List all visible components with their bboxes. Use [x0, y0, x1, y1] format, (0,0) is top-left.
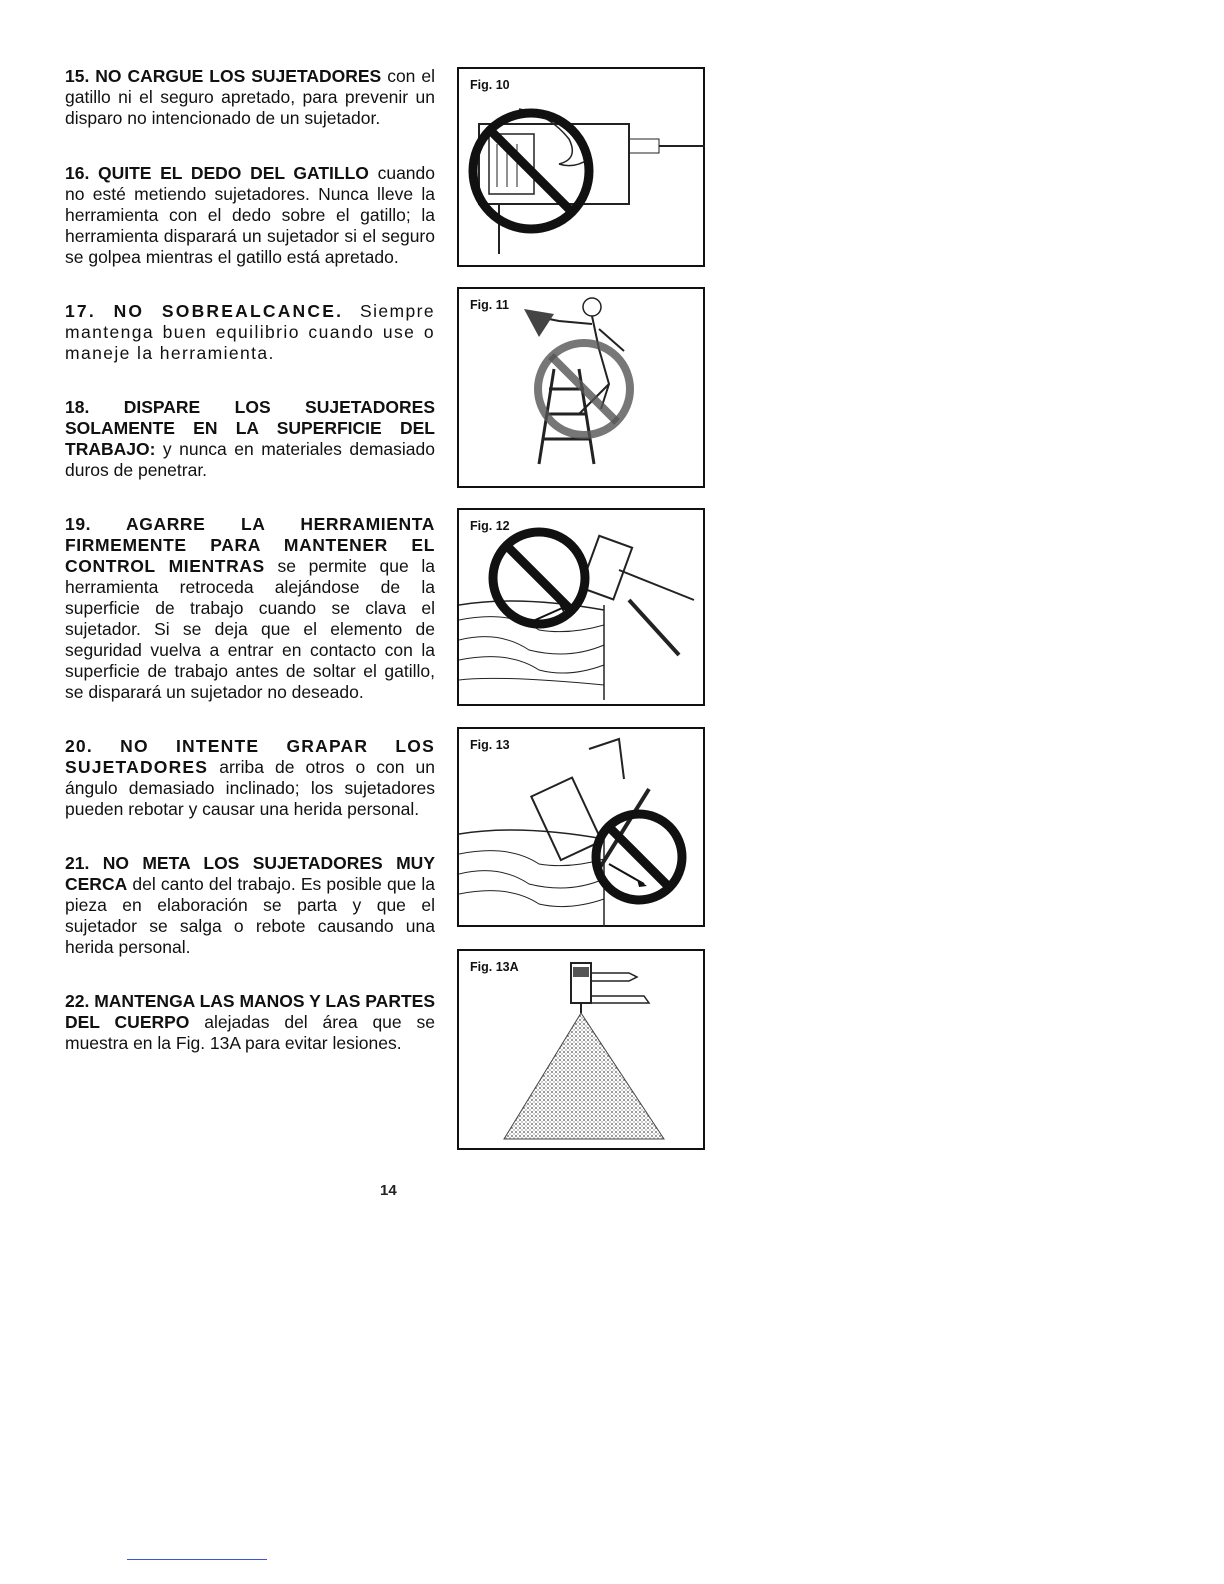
- figure-11: [457, 287, 705, 488]
- instruction-text: y nunca en materiales demasiado duros de penetrar.: [65, 439, 435, 480]
- figure-label: Fig. 10: [470, 78, 510, 92]
- instruction-15: [65, 66, 435, 129]
- instruction-text: se permite que la herramienta retroceda alejándose de la superficie de trabajo cuando se clava el sujetador. Si se deja que el elemento de seguridad vuelva a entrar en contacto con la superficie de trabajo antes de soltar el gatillo, se disparará un sujetador no deseado.: [65, 556, 435, 702]
- instruction-21: [65, 853, 435, 958]
- figure-10: [457, 67, 705, 267]
- instruction-18: [65, 397, 435, 481]
- figure-12: [457, 508, 705, 706]
- figure-label: Fig. 12: [470, 519, 510, 533]
- instruction-lead: 18. DISPARE LOS SUJETADORES SOLAMENTE EN LA SUPERFICIE DEL TRABAJO:: [65, 397, 435, 459]
- figure-13a: [457, 949, 705, 1150]
- instruction-19: [65, 514, 435, 703]
- nailer-trigger-illustration: [459, 69, 707, 269]
- overreach-ladder-illustration: [459, 289, 707, 490]
- instruction-lead: 16. QUITE EL DEDO DEL GATILLO: [65, 163, 369, 183]
- instruction-lead: 22. MANTENGA LAS MANOS Y LAS PARTES DEL CUERPO: [65, 991, 435, 1032]
- instruction-lead: 21. NO META LOS SUJETADORES MUY CERCA: [65, 853, 435, 894]
- instruction-20: [65, 736, 435, 820]
- instruction-text: del canto del trabajo. Es posible que la pieza en elaboración se parta y que el sujetador se salga o rebote causando una herida personal.: [65, 874, 435, 957]
- instruction-22: [65, 991, 435, 1054]
- instruction-text: alejadas del área que se muestra en la Fig. 13A para evitar lesiones.: [65, 1012, 435, 1053]
- instruction-lead: 20. NO INTENTE GRAPAR LOS SUJETADORES: [65, 736, 435, 777]
- instruction-17: [65, 301, 435, 364]
- recoil-workpiece-illustration: [459, 510, 707, 708]
- figure-label: Fig. 11: [470, 298, 509, 312]
- instruction-text: Siempre mantenga buen equilibrio cuando use o maneje la herramienta.: [65, 301, 435, 363]
- instruction-text: cuando no esté metiendo sujetadores. Nunca lleve la herramienta con el dedo sobre el gatillo; la herramienta disparará un sujetador si el seguro se golpea mientras el gatillo está apretado.: [65, 163, 435, 267]
- figure-13: [457, 727, 705, 927]
- page-number: 14: [380, 1182, 397, 1199]
- figure-label: Fig. 13A: [470, 960, 519, 974]
- divider: [127, 1559, 267, 1560]
- instructions-column: [65, 66, 435, 1087]
- instruction-lead: 17. NO SOBREALCANCE.: [65, 301, 344, 321]
- instruction-lead: 15. NO CARGUE LOS SUJETADORES: [65, 66, 382, 86]
- instruction-text: arriba de otros o con un ángulo demasiado inclinado; los sujetadores pueden rebotar y causar una herida personal.: [65, 757, 435, 819]
- instruction-text: con el gatillo ni el seguro apretado, para prevenir un disparo no intencionado de un sujetador.: [65, 66, 435, 128]
- steep-angle-illustration: [459, 729, 707, 929]
- instruction-16: [65, 163, 435, 268]
- instruction-lead: 19. AGARRE LA HERRAMIENTA FIRMEMENTE PARA MANTENER EL CONTROL MIENTRAS: [65, 514, 435, 576]
- danger-zone-illustration: [459, 951, 707, 1152]
- figure-label: Fig. 13: [470, 738, 510, 752]
